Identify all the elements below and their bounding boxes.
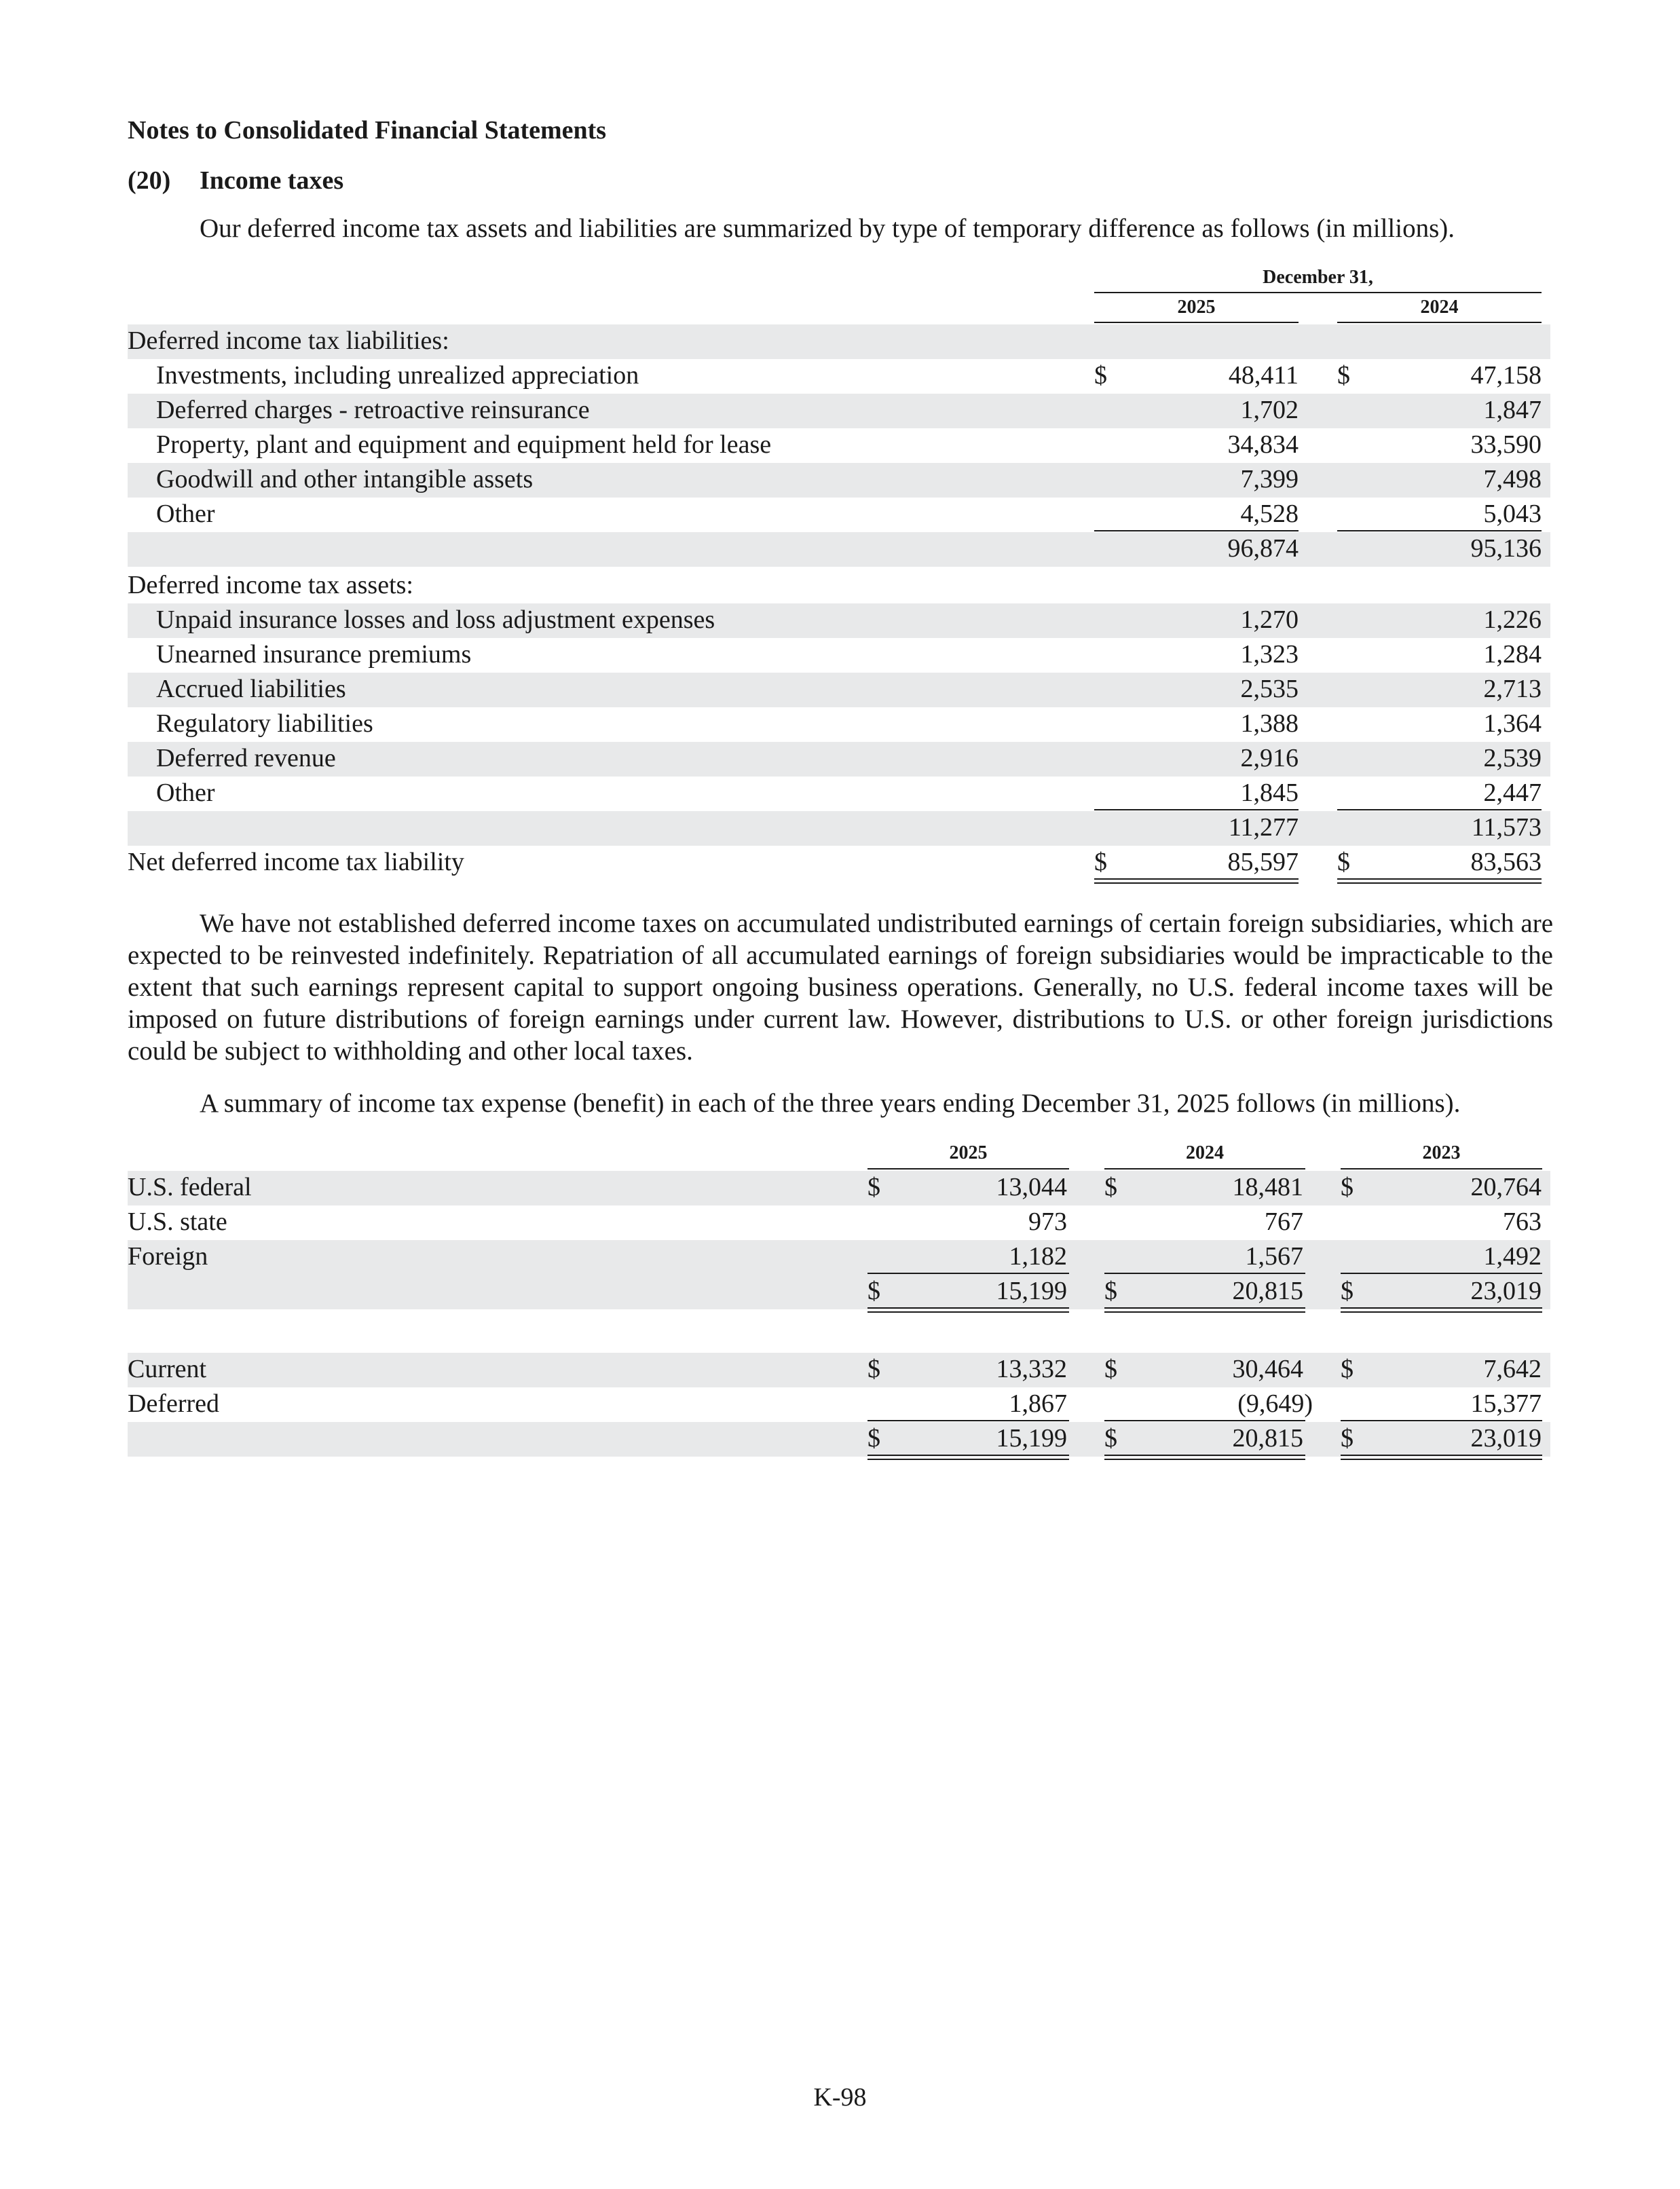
row-label: Deferred income tax assets:	[128, 571, 413, 599]
cell-value: 1,567	[1245, 1242, 1303, 1271]
underline-rule	[1094, 809, 1299, 810]
foreign-earnings-paragraph: We have not established deferred income taxes on accumulated undistributed earnings of certain foreign subsidiaries, which are expected to be reinvested indefinitely. Repatriation of all accumulated earnings of foreign subsidiaries would be impracticable to the extent that such earnings represent capital to support ongoing business operations. Generally, no U.S. federal income taxes will be imposed on future distributions of foreign earnings under current law. However, distributions to U.S. or other foreign jurisdictions could be subject to withholding and other local taxes.	[128, 909, 1553, 1066]
row-label: Unpaid insurance losses and loss adjustment expenses	[156, 605, 715, 634]
currency-symbol: $	[1341, 1424, 1354, 1453]
year-header-rule	[1104, 1168, 1305, 1170]
cell-value: 2,713	[1483, 675, 1542, 703]
asset-row	[128, 707, 1550, 742]
row-label: U.S. state	[128, 1208, 227, 1236]
cell-value: 15,199	[996, 1424, 1067, 1453]
row-label: Goodwill and other intangible assets	[156, 465, 534, 493]
currency-symbol: $	[1094, 361, 1107, 390]
row-label: Deferred charges - retroactive reinsurance	[156, 396, 590, 424]
asset-row	[128, 742, 1550, 777]
currency-symbol: $	[867, 1173, 880, 1201]
cell-value: 2,535	[1240, 675, 1299, 703]
year-header: 2025	[1177, 297, 1216, 318]
cell-value: 763	[1503, 1208, 1542, 1236]
cell-value: 7,399	[1240, 465, 1299, 493]
row-label: Other	[156, 779, 215, 807]
cell-value: 30,464	[1232, 1355, 1303, 1383]
currency-symbol: $	[867, 1355, 880, 1383]
cell-value: 1,226	[1483, 605, 1542, 634]
row-label: Property, plant and equipment and equipment held for lease	[156, 430, 772, 459]
cell-value: 13,044	[996, 1173, 1067, 1201]
row-label: Foreign	[128, 1242, 208, 1271]
asset-row	[128, 673, 1550, 707]
expense-type-row	[128, 1387, 1550, 1422]
row-label: Net deferred income tax liability	[128, 848, 464, 876]
currency-symbol: $	[1337, 361, 1350, 390]
underline-rule	[1341, 1273, 1542, 1274]
cell-value: (9,649)	[1237, 1389, 1313, 1418]
currency-symbol: $	[1341, 1173, 1354, 1201]
note-title: Income taxes	[200, 166, 344, 195]
currency-symbol: $	[1341, 1277, 1354, 1305]
cell-value: 33,590	[1470, 430, 1542, 459]
cell-value: 1,845	[1240, 779, 1299, 807]
cell-value: 47,158	[1470, 361, 1542, 390]
cell-value: 23,019	[1470, 1277, 1542, 1305]
double-underline-rule	[1341, 1455, 1542, 1460]
row-label: Unearned insurance premiums	[156, 640, 472, 669]
period-header-rule	[1094, 292, 1542, 293]
double-underline-rule	[867, 1307, 1069, 1313]
cell-value: 767	[1265, 1208, 1303, 1236]
liability-row	[128, 463, 1550, 498]
cell-value: 13,332	[996, 1355, 1067, 1383]
jurisdiction-row	[128, 1171, 1550, 1205]
cell-value: 85,597	[1227, 848, 1299, 876]
assets-heading	[128, 569, 1550, 603]
cell-value: 7,642	[1483, 1355, 1542, 1383]
row-label: Current	[128, 1355, 207, 1383]
currency-symbol: $	[1094, 848, 1107, 876]
cell-value: 1,182	[1009, 1242, 1067, 1271]
year-header-rule	[1337, 322, 1542, 323]
cell-value: 83,563	[1470, 848, 1542, 876]
cell-value: 1,492	[1483, 1242, 1542, 1271]
jurisdiction-total-row	[128, 1275, 1550, 1309]
cell-value: 20,815	[1232, 1277, 1303, 1305]
double-underline-rule	[1337, 878, 1542, 884]
cell-value: 2,539	[1483, 744, 1542, 772]
row-label: U.S. federal	[128, 1173, 252, 1201]
liability-row	[128, 428, 1550, 463]
asset-row	[128, 638, 1550, 673]
currency-symbol: $	[1104, 1173, 1117, 1201]
double-underline-rule	[1094, 878, 1299, 884]
asset-row	[128, 603, 1550, 638]
row-label: Deferred income tax liabilities:	[128, 326, 449, 355]
row-label: Investments, including unrealized appreciation	[156, 361, 639, 390]
year-header: 2024	[1420, 297, 1459, 318]
year-header: 2023	[1422, 1142, 1461, 1163]
assets-total-row	[128, 811, 1550, 846]
cell-value: 1,323	[1240, 640, 1299, 669]
jurisdiction-row	[128, 1240, 1550, 1275]
jurisdiction-row	[128, 1205, 1550, 1240]
cell-value: 1,364	[1483, 709, 1542, 738]
cell-value: 973	[1028, 1208, 1067, 1236]
currency-symbol: $	[1104, 1355, 1117, 1383]
currency-symbol: $	[867, 1277, 880, 1305]
double-underline-rule	[1104, 1307, 1305, 1313]
cell-value: 18,481	[1232, 1173, 1303, 1201]
double-underline-rule	[1341, 1307, 1542, 1313]
underline-rule	[1337, 530, 1542, 531]
cell-value: 15,199	[996, 1277, 1067, 1305]
expense-type-row	[128, 1353, 1550, 1387]
liability-row	[128, 498, 1550, 532]
row-label: Deferred revenue	[156, 744, 336, 772]
cell-value: 34,834	[1227, 430, 1299, 459]
year-header-rule	[867, 1168, 1069, 1170]
cell-value: 11,573	[1471, 813, 1542, 842]
expense-intro-text: A summary of income tax expense (benefit) in each of the three years ending December 31, 2025 follows (in millions).	[200, 1089, 1461, 1118]
underline-rule	[867, 1420, 1069, 1421]
cell-value: 4,528	[1240, 500, 1299, 528]
currency-symbol: $	[1104, 1424, 1117, 1453]
liabilities-total-row	[128, 532, 1550, 567]
period-header: December 31,	[1263, 267, 1373, 288]
section-title: Notes to Consolidated Financial Statements	[128, 116, 607, 145]
cell-value: 20,815	[1232, 1424, 1303, 1453]
cell-value: 48,411	[1228, 361, 1299, 390]
expense-type-total-row	[128, 1422, 1550, 1457]
underline-rule	[1337, 809, 1542, 810]
cell-value: 11,277	[1228, 813, 1299, 842]
liabilities-heading	[128, 324, 1550, 359]
row-label: Accrued liabilities	[156, 675, 346, 703]
note-number: (20)	[128, 166, 171, 195]
double-underline-rule	[867, 1455, 1069, 1460]
year-header-rule	[1094, 322, 1299, 323]
cell-value: 95,136	[1470, 534, 1542, 563]
cell-value: 23,019	[1470, 1424, 1542, 1453]
cell-value: 2,447	[1483, 779, 1542, 807]
cell-value: 1,270	[1240, 605, 1299, 634]
underline-rule	[1104, 1420, 1305, 1421]
year-header: 2025	[949, 1142, 988, 1163]
row-label: Other	[156, 500, 215, 528]
note-heading	[128, 166, 343, 195]
deferred-intro-text: Our deferred income tax assets and liabilities are summarized by type of temporary difference as follows (in millions).	[200, 214, 1455, 243]
cell-value: 20,764	[1470, 1173, 1542, 1201]
cell-value: 7,498	[1483, 465, 1542, 493]
cell-value: 1,388	[1240, 709, 1299, 738]
year-header-rule	[1341, 1168, 1542, 1170]
cell-value: 15,377	[1470, 1389, 1542, 1418]
liability-row	[128, 394, 1550, 428]
row-label: Regulatory liabilities	[156, 709, 373, 738]
underline-rule	[1094, 530, 1299, 531]
currency-symbol: $	[1104, 1277, 1117, 1305]
underline-rule	[1104, 1273, 1305, 1274]
double-underline-rule	[1104, 1455, 1305, 1460]
cell-value: 1,702	[1240, 396, 1299, 424]
page-number: K-98	[813, 2083, 867, 2112]
cell-value: 2,916	[1240, 744, 1299, 772]
cell-value: 96,874	[1227, 534, 1299, 563]
currency-symbol: $	[1337, 848, 1350, 876]
currency-symbol: $	[867, 1424, 880, 1453]
underline-rule	[867, 1273, 1069, 1274]
cell-value: 5,043	[1483, 500, 1542, 528]
cell-value: 1,284	[1483, 640, 1542, 669]
underline-rule	[1341, 1420, 1542, 1421]
cell-value: 1,867	[1009, 1389, 1067, 1418]
row-label: Deferred	[128, 1389, 220, 1418]
year-header: 2024	[1186, 1142, 1224, 1163]
cell-value: 1,847	[1483, 396, 1542, 424]
asset-row	[128, 777, 1550, 811]
currency-symbol: $	[1341, 1355, 1354, 1383]
